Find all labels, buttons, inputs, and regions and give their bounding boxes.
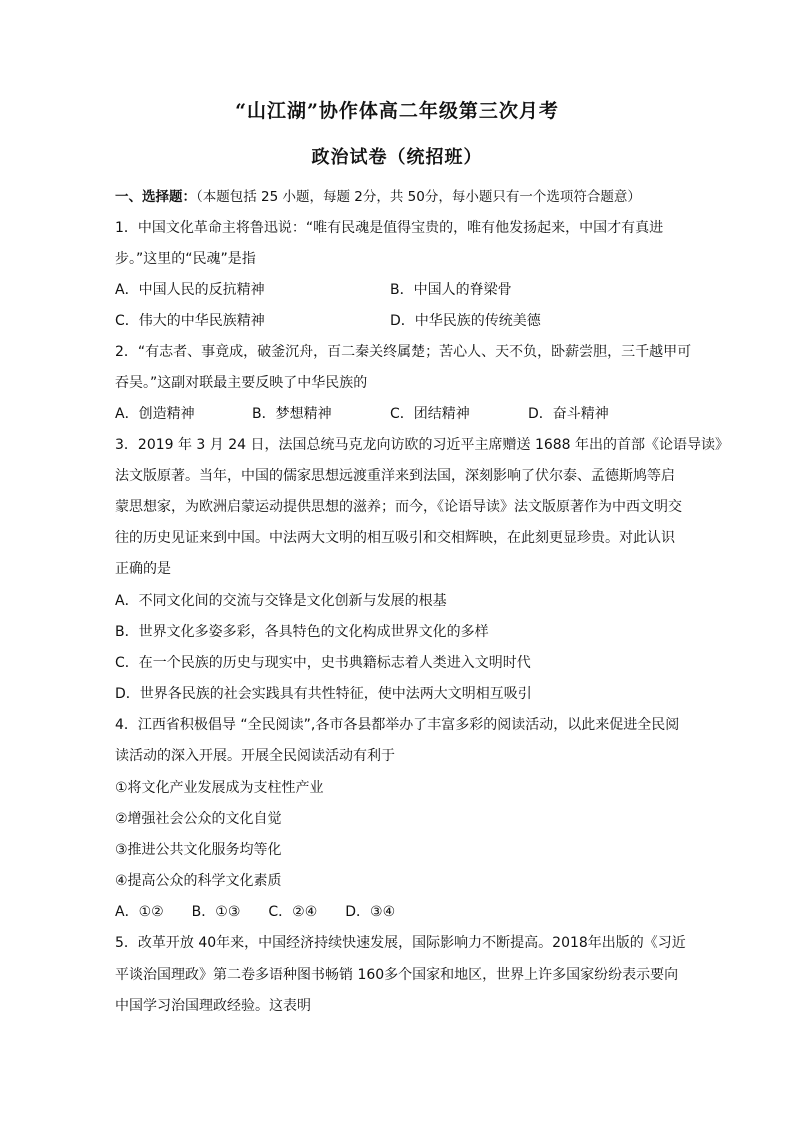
- q3-option-d: D．世界各民族的社会实践具有共性特征，使中法两大文明相互吸引: [115, 686, 532, 702]
- q1-option-a: A．中国人民的反抗精神: [115, 282, 265, 298]
- q2-option-b: B．梦想精神: [252, 406, 332, 422]
- q3-stem-line3: 蒙思想家，为欧洲启蒙运动提供思想的滋养；而今，《论语导读》法文版原著作为中西文明交: [115, 499, 682, 515]
- q2-stem-line1: 2．“有志者、事竟成，破釜沉舟，百二秦关终属楚；苦心人、天不负，卧薪尝胆，三千越甲可: [115, 344, 692, 360]
- exam-title: “山江湖”协作体高二年级第三次月考: [235, 100, 559, 122]
- section-instructions: （本题包括 25 小题，每题 2分，共 50分，每小题只有一个选项符合题意）: [196, 189, 641, 205]
- q4-statement-2: ②增强社会公众的文化自觉: [115, 811, 282, 827]
- q5-stem-line1: 5．改革开放 40年来，中国经济持续快速发展，国际影响力不断提高。2018年出版的《习近: [115, 935, 686, 951]
- q5-stem-line2: 平谈治国理政》第二卷多语种图书畅销 160多个国家和地区，世界上许多国家纷纷表示要向: [115, 967, 679, 983]
- q4-statement-1: ①将文化产业发展成为支柱性产业: [115, 780, 324, 796]
- q1-option-c: C．伟大的中华民族精神: [115, 313, 265, 329]
- q1-stem-line2: 步。”这里的“民魂”是指: [115, 251, 256, 267]
- q3-option-a: A．不同文化间的交流与交锋是文化创新与发展的根基: [115, 593, 447, 609]
- q3-option-c: C．在一个民族的历史与现实中，史书典籍标志着人类进入文明时代: [115, 655, 531, 671]
- section-heading: [115, 188, 641, 206]
- q3-stem-line2: 法文版原著。当年，中国的儒家思想远渡重洋来到法国，深刻影响了伏尔泰、孟德斯鸠等启: [115, 468, 675, 484]
- q4-statement-3: ③推进公共文化服务均等化: [115, 842, 282, 858]
- exam-subtitle: 政治试卷（统招班）: [311, 147, 483, 168]
- q3-option-b: B．世界文化多姿多彩，各具特色的文化构成世界文化的多样: [115, 624, 489, 640]
- section-label: 一、选择题：: [115, 189, 196, 205]
- q2-option-c: C．团结精神: [390, 406, 470, 422]
- q1-option-d: D．中华民族的传统美德: [390, 313, 541, 329]
- q3-stem-line5: 正确的是: [115, 561, 171, 577]
- q4-stem-line1: 4．江西省积极倡导 “全民阅读”,各市各县都举办了丰富多彩的阅读活动，以此来促进全民阅: [115, 717, 680, 733]
- q4-statement-4: ④提高公众的科学文化素质: [115, 873, 282, 889]
- q3-stem-line1: 3．2019 年 3 月 24 日，法国总统马克龙向访欧的习近平主席赠送 1688 年出的首部《论语导读》: [115, 437, 730, 453]
- q4-options: A．①② B．①③ C．②④ D．③④: [115, 904, 396, 920]
- q2-stem-line2: 吞吴。”这副对联最主要反映了中华民族的: [115, 375, 368, 391]
- q5-stem-line3: 中国学习治国理政经验。这表明: [115, 998, 311, 1014]
- q3-stem-line4: 往的历史见证来到中国。中法两大文明的相互吸引和交相辉映，在此刻更显珍贵。对此认识: [115, 530, 675, 546]
- q2-option-a: A．创造精神: [115, 406, 195, 422]
- q4-stem-line2: 读活动的深入开展。开展全民阅读活动有利于: [115, 748, 395, 764]
- q2-option-d: D．奋斗精神: [528, 406, 609, 422]
- q1-stem-line1: 1．中国文化革命主将鲁迅说：“唯有民魂是值得宝贵的，唯有他发扬起来，中国才有真进: [115, 220, 664, 236]
- q1-option-b: B．中国人的脊梁骨: [390, 282, 512, 298]
